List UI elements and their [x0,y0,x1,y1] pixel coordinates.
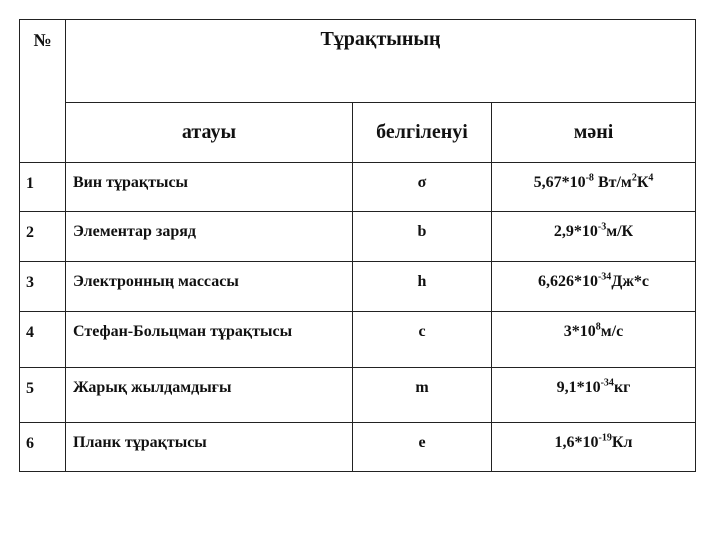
value-mantissa: 9,1*10 [556,379,601,396]
constant-name: Элементар заряд [66,212,353,262]
value-mantissa: 5,67*10 [533,174,586,191]
value-exponent: -34 [600,377,614,389]
header-group-title: Тұрақтының [66,20,696,103]
constant-name: Вин тұрақтысы [66,163,353,212]
constant-symbol: e [353,423,492,472]
constant-value [492,312,696,368]
table-row [20,312,696,368]
constant-symbol: b [353,212,492,262]
unit-exponent: 4 [648,172,654,184]
value-mantissa: 2,9*10 [553,223,598,240]
header-name: атауы [66,103,353,163]
value-unit: Дж*с [611,273,650,290]
constant-name: Планк тұрақтысы [66,423,353,472]
row-number: 5 [20,368,66,423]
row-number: 3 [20,262,66,312]
row-number: 6 [20,423,66,472]
header-row-top [20,20,696,103]
constant-symbol: c [353,312,492,368]
constant-value [492,212,696,262]
constant-value [492,423,696,472]
value-unit: кг [613,379,631,396]
constant-name: Электронның массасы [66,262,353,312]
value-exponent: -19 [598,432,612,444]
row-number: 4 [20,312,66,368]
unit-exponent: 2 [631,172,637,184]
header-symbol: белгіленуі [353,103,492,163]
constants-table [19,19,696,472]
table-row [20,163,696,212]
value-mantissa: 1,6*10 [554,434,599,451]
value-mantissa: 6,626*10 [537,273,598,290]
row-number: 1 [20,163,66,212]
row-number: 2 [20,212,66,262]
table-row [20,212,696,262]
constant-value [492,262,696,312]
header-row-sub [20,103,696,163]
value-mantissa: 3*10 [563,323,596,340]
value-unit: м/К [606,223,634,240]
value-unit: Вт/м [593,174,632,191]
constant-symbol: m [353,368,492,423]
header-value: мәні [492,103,696,163]
table-row [20,423,696,472]
header-number: № [20,20,66,163]
value-unit: К [636,174,649,191]
constant-symbol: h [353,262,492,312]
constant-name: Стефан-Больцман тұрақтысы [66,312,353,368]
value-exponent: 8 [595,321,601,333]
value-unit: м/с [600,323,624,340]
constant-name: Жарық жылдамдығы [66,368,353,423]
constant-symbol: σ [353,163,492,212]
table-row [20,368,696,423]
value-exponent: -34 [597,271,612,283]
constant-value [492,163,696,212]
table-row [20,262,696,312]
value-exponent: -3 [597,221,607,233]
value-unit: Кл [611,434,633,451]
value-exponent: -8 [585,172,594,184]
constant-value [492,368,696,423]
